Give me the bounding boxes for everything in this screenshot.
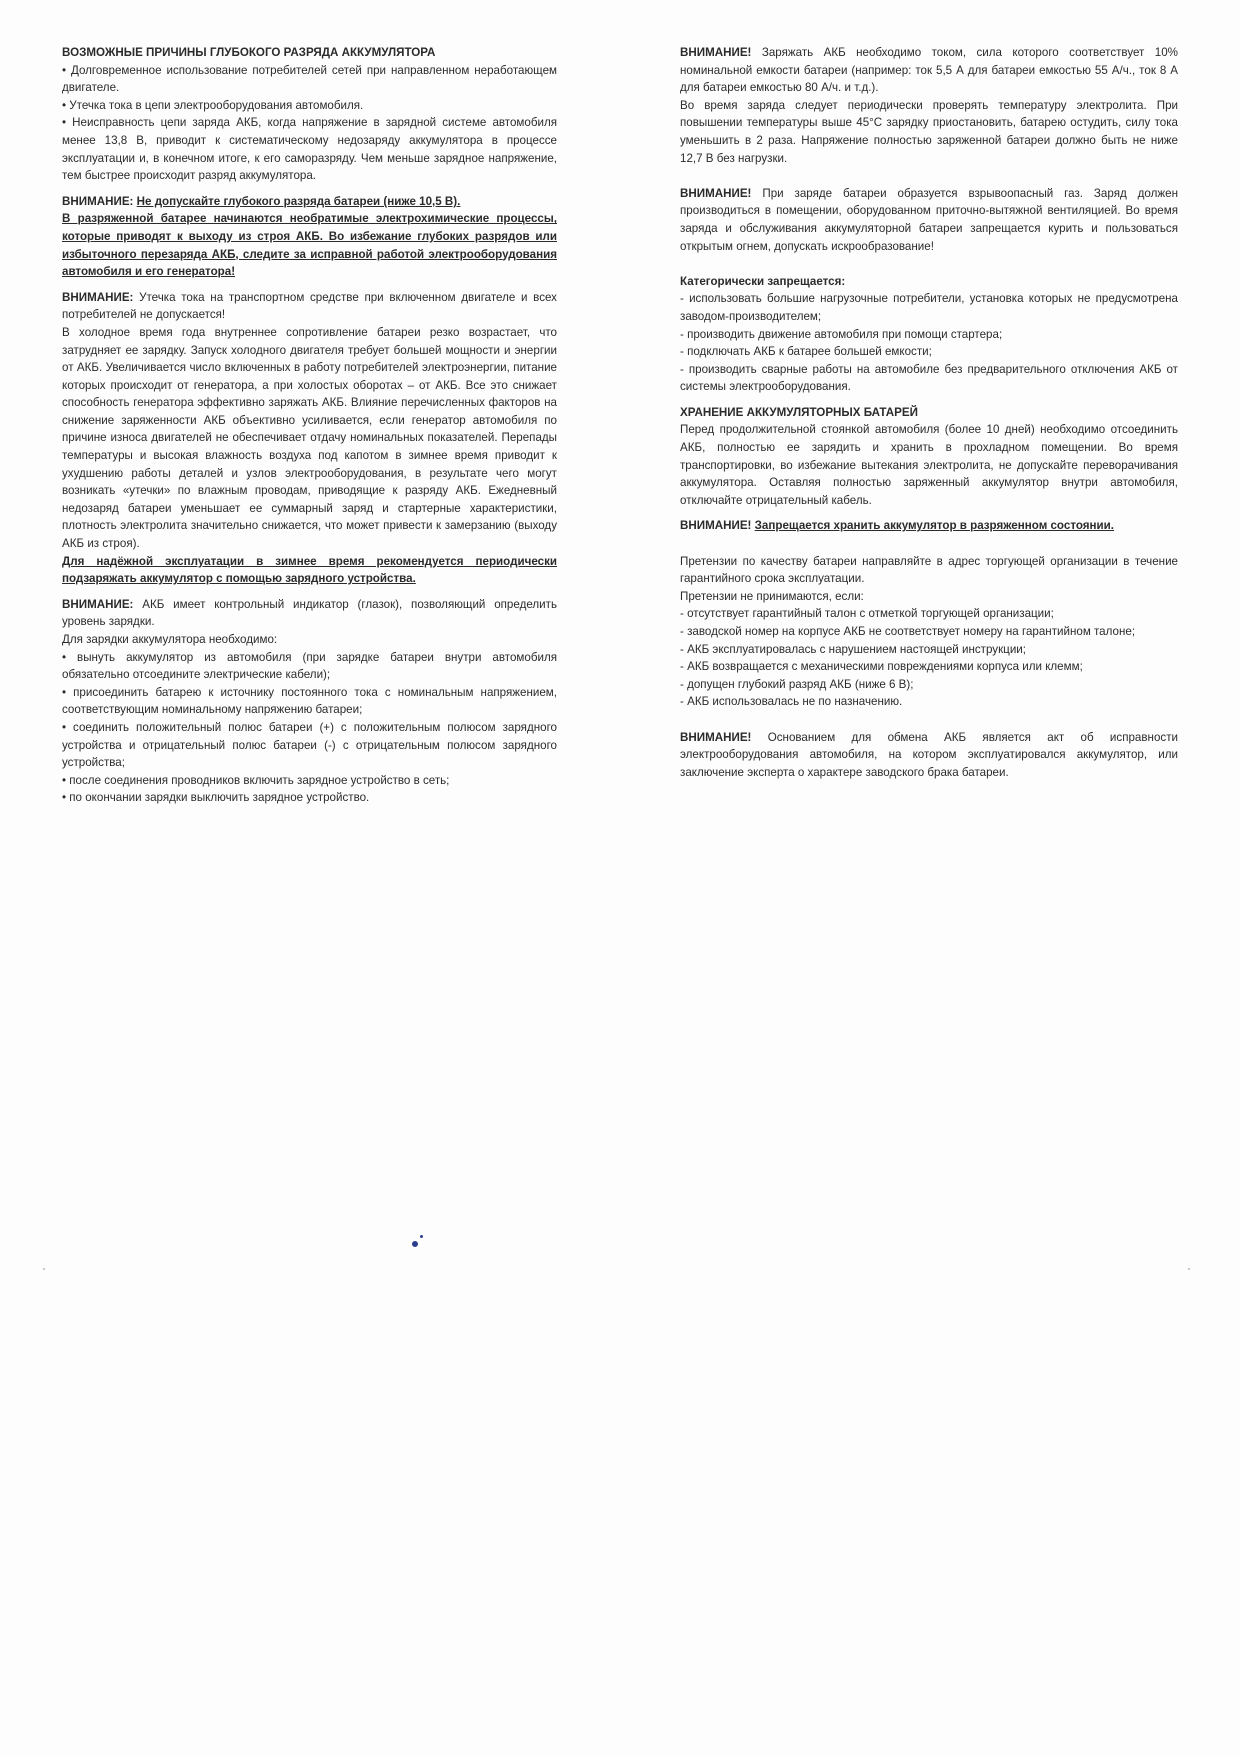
warning-block	[680, 517, 1178, 535]
paragraph: В холодное время года внутреннее сопротивление батареи резко возрастает, что затрудняет ее зарядку. Запуск холодного двигателя требует большей мощности и энергии от АКБ. Увеличивается число включенных в работу потребителей электроэнергии, питание которых происходит от генератора, а при холостых оборотах – от АКБ. Все это снижает способность генератора эффективно заряжать АКБ. Влияние перечисленных факторов на снижение заряженности АКБ объективно усиливается, если генератор автомобиля по причине износа двигателей не обеспечивает отдачу номинальных показателей. Перепады температуры и высокая влажность воздуха под капотом в зимнее время приводит к ухудшению работы деталей и узлов электрооборудования, в результате чего могут возникать «утечки» по влажным проводам, приводящие к разряду АКБ. Ежедневный недозаряд батареи уменьшает ее суммарный заряд и стартерные характеристики, плотность электролита значительно снижается, что может привести к замерзанию (выходу АКБ из строя).	[62, 325, 557, 551]
warning-label: ВНИМАНИЕ!	[680, 186, 752, 200]
warning-block	[62, 289, 557, 324]
paragraph: Перед продолжительной стоянкой автомобиля (более 10 дней) необходимо отсоединить АКБ, полностью ее зарядить и хранить в прохладном помещении. Во время транспортировки, во избежание вытекания электролита, не допускайте переворачивания аккумулятора. Оставляя полностью заряженный аккумулятор внутри автомобиля, отключайте отрицательный кабель.	[680, 423, 1178, 507]
list-item: • присоединить батарею к источнику постоянного тока с номинальным напряжением, соответствующим номинальному напряжению батареи;	[62, 685, 557, 717]
list-item: - АКБ эксплуатировалась с нарушением настоящей инструкции;	[680, 642, 1026, 656]
list-item: • Утечка тока в цепи электрооборудования автомобиля.	[62, 98, 364, 112]
warning-label: ВНИМАНИЕ:	[62, 597, 134, 611]
list-item: • соединить положительный полюс батареи (+) с положительным полюсом зарядного устройства и отрицательный полюс батареи (-) с отрицательным полюсом зарядного устройства;	[62, 720, 557, 770]
list-item: - отсутствует гарантийный талон с отметкой торгующей организации;	[680, 607, 1054, 621]
warning-text: Основанием для обмена АКБ является акт об исправности электрооборудования автомобиля, на котором эксплуатировался аккумулятор, или заключение эксперта о характере заводского брака батареи.	[680, 730, 1178, 779]
list-item: • вынуть аккумулятор из автомобиля (при зарядке батареи внутри автомобиля обязательно отсоедините электрические кабели);	[62, 650, 557, 682]
charging-intro: Для зарядки аккумулятора необходимо:	[62, 633, 278, 646]
ink-mark	[412, 1241, 418, 1247]
warning-label: ВНИМАНИЕ:	[62, 194, 134, 208]
warning-block	[680, 729, 1178, 782]
scan-speck	[43, 1268, 45, 1270]
warning-text: Не допускайте глубокого разряда батареи (ниже 10,5 В).	[136, 194, 461, 208]
warning-text: В разряженной батарее начинаются необратимые электрохимические процессы, которые приводят к выходу из строя АКБ. Во избежание глубоких разрядов или избыточного перезаряда АКБ, следите за исправной работой электрооборудования автомобиля и его генератора!	[62, 212, 557, 279]
warning-text: Утечка тока на транспортном средстве при включенном двигателе и всех потребителей не допускается!	[62, 290, 557, 322]
list-item: - АКБ использовалась не по назначению.	[680, 695, 903, 709]
paragraph: Во время заряда следует периодически проверять температуру электролита. При повышении температуры выше 45°С зарядку приостановить, батарею остудить, силу тока уменьшить в 2 раза. Напряжение полностью заряженной батареи должно быть не ниже 12,7 В без нагрузки.	[680, 98, 1178, 165]
prohibited-title: Категорически запрещается:	[680, 274, 846, 288]
warning-text: При заряде батареи образуется взрывоопасный газ. Заряд должен производиться в помещении, оборудованном приточно-вытяжной вентиляцией. Во время заряда и обслуживания аккумуляторной батареи запрещается курить и пользоваться открытым огнем, допускать искрообразование!	[680, 186, 1178, 253]
warning-text: Заряжать АКБ необходимо током, сила которого соответствует 10% номинальной емкости батареи (например: ток 5,5 А для батареи емкостью 55 А/ч., ток 8 А для батареи емкостью 80 А/ч. и т.д.).	[680, 46, 1178, 95]
list-item: • Долговременное использование потребителей сетей при направленном неработающем двигателе.	[62, 63, 557, 95]
warning-label: ВНИМАНИЕ:	[62, 290, 134, 304]
warning-block	[680, 44, 1178, 97]
scan-speck	[1188, 1268, 1190, 1270]
left-column	[62, 44, 557, 807]
paragraph: Претензии по качеству батареи направляйте в адрес торгующей организации в течение гарантийного срока эксплуатации.	[680, 554, 1178, 586]
list-item: - АКБ возвращается с механическими повреждениями корпуса или клемм;	[680, 660, 1083, 674]
list-item: - подключать АКБ к батарее большей емкости;	[680, 345, 932, 359]
list-item: - допущен глубокий разряд АКБ (ниже 6 В);	[680, 677, 914, 691]
warning-block	[62, 596, 557, 631]
list-item: • Неисправность цепи заряда АКБ, когда напряжение в зарядной системе автомобиля менее 13,8 В, приводит к систематическому недозаряду аккумулятора в процессе эксплуатации и, в конечном итоге, к его саморазряду. Чем меньше зарядное напряжение, тем быстрее происходит разряд аккумулятора.	[62, 116, 557, 183]
list-item: • по окончании зарядки выключить зарядное устройство.	[62, 791, 370, 805]
causes-title: ВОЗМОЖНЫЕ ПРИЧИНЫ ГЛУБОКОГО РАЗРЯДА АККУМУЛЯТОРА	[62, 46, 436, 59]
list-item: - заводской номер на корпусе АКБ не соответствует номеру на гарантийном талоне;	[680, 625, 1136, 638]
warning-label: ВНИМАНИЕ!	[680, 519, 752, 533]
list-item: - производить движение автомобиля при помощи стартера;	[680, 327, 1003, 341]
warning-text: Запрещается хранить аккумулятор в разряженном состоянии.	[754, 519, 1115, 533]
winter-note: Для надёжной эксплуатации в зимнее время рекомендуется периодически подзаряжать аккумулятор с помощью зарядного устройства.	[62, 554, 557, 586]
warning-text: АКБ имеет контрольный индикатор (глазок), позволяющий определить уровень зарядки.	[62, 597, 557, 629]
list-item: - производить сварные работы на автомобиле без предварительного отключения АКБ от системы электрооборудования.	[680, 362, 1178, 394]
right-column	[680, 44, 1178, 781]
list-item: - использовать большие нагрузочные потребители, установка которых не предусмотрена заводом-производителем;	[680, 292, 1178, 323]
claims-intro: Претензии не принимаются, если:	[680, 589, 864, 603]
list-item: • после соединения проводников включить зарядное устройство в сеть;	[62, 773, 450, 787]
storage-title: ХРАНЕНИЕ АККУМУЛЯТОРНЫХ БАТАРЕЙ	[680, 405, 918, 419]
warning-block	[680, 185, 1178, 255]
warning-block	[62, 193, 557, 211]
ink-mark	[420, 1235, 423, 1238]
warning-label: ВНИМАНИЕ!	[680, 46, 752, 59]
warning-label: ВНИМАНИЕ!	[680, 730, 752, 744]
